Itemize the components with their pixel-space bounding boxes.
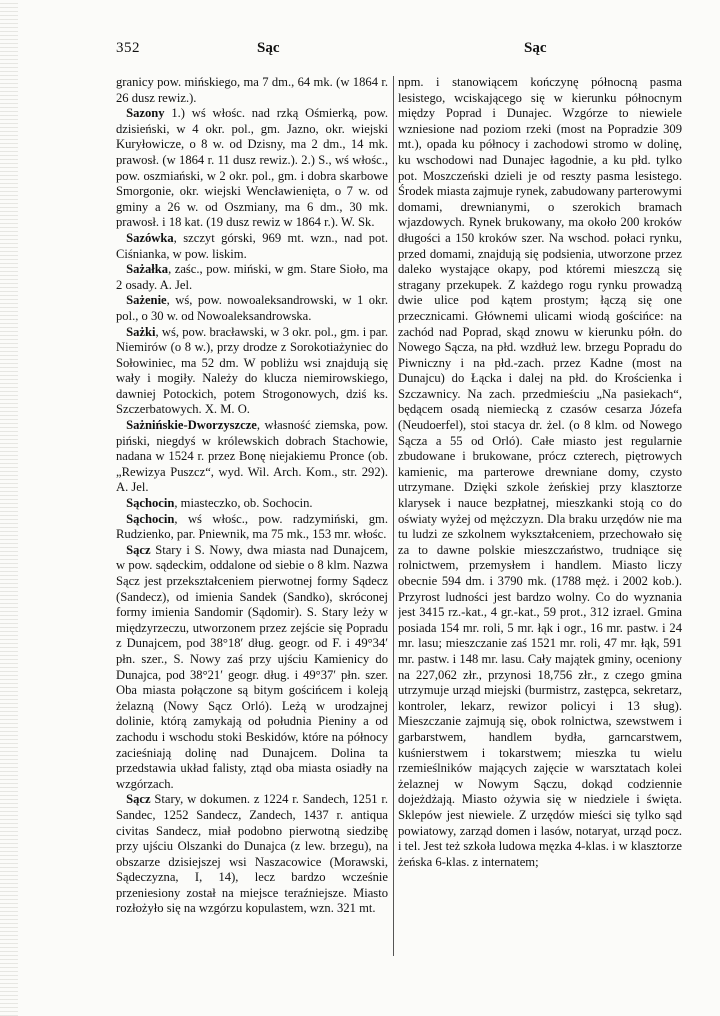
page-number: 352 (116, 40, 140, 56)
running-head-left: Sąc (257, 40, 280, 56)
entry-text: Stary i S. Nowy, dwa miasta nad Dunajcem, w pow. sądeckim, oddalone od siebie o 8 klm. Nazwa Sącz jest przekształceniem pierwotnej formy Sądecz (Sandecz), od imienia Sandek (Sandko), skróconej formy imienia Sandomir (Sądomir). S. Stary leży w międzyrzeczu, utworzonem przez zejście się Popradu z Dunajcem, pod 38°18′ dług. geogr. od F. i 49°34′ płn. szer., S. Nowy zaś przy ujściu Kamienicy do Dunajca, pod 38°21′ geogr. dług. i 49°37′ płn. szer. Oba miasta połączone są bitym gościńcem i koleją żelazną (Nowy Sącz Orló). Leżą w urodzajnej dolinie, którą zamykają od południa Pieniny a od zachodu i wschodu stoki Beskidów, które na północy zacieśniają dolinę nad Dunajcem. Dolina ta przedstawia układ falisty, ztąd oba miasta osiadły na wzgórzach. (116, 542, 388, 791)
entry-headword: Sąchocin (126, 496, 175, 511)
page-header (116, 40, 682, 60)
entry-headword: Sażnińskie-Dworzyszcze (126, 418, 257, 433)
entry-headword: Sazówka (126, 230, 174, 245)
entry (116, 418, 388, 496)
running-head-right: Sąc (524, 40, 547, 56)
entry (116, 496, 388, 512)
entry-text: , wś włośc., pow. radzymiński, gm. Rudzienko, par. Pniewnik, ma 75 mk., 153 mr. włośc. (116, 511, 388, 542)
entry (116, 75, 388, 106)
entry-text: , miasteczko, ob. Sochocin. (174, 496, 313, 511)
entry-text: granicy pow. mińskiego, ma 7 dm., 64 mk. (w 1864 r. 26 dusz rewiz.). (116, 75, 388, 105)
entry-continuation: npm. i stanowiącem kończynę północną pasma lesistego, wciskającego się w kierunku północnym między Poprad i Dunajec. Wzgórze to niewiele wzniesione nad poziom rzeki (most na Popradzie 309 mt.), opada ku północy i zachodowi stromo w dolinę, ku wschodowi nad Dunajec łagodnie, a ku płd. tylko pot. Moszczeński dzieli je od reszty pasma lesistego. Środek miasta zajmuje rynek, zabudowany parterowymi domami, drewnianymi, o szerokich bramach wjazdowych. Rynek brukowany, ma około 200 kroków długości a 150 kroków szer. Na wschod. połaci rynku, przed domami, znajdują się podsienia, utworzone przez daleko wystające okapy, pod któremi mieszczą się stragany przekupek. Z każdego rogu rynku prowadzą dwie ulice pod kątem prostym; łączą się one przecznicami. Głównemi ulicami wiodą gościńce: na zachód nad Poprad, skąd znowu w kierunku półn. do Nowego Sącza, na płd. wzdłuż lew. brzegu Popradu do Piwniczny i na płd.-zach. przez Kadne (most na Dunajcu) do Łącka i dalej na płd. do Krościenka i Szczawnicy. Na zach. przedmieściu „Na pasiekach“, będącem osadą niemiecką z czasów cesarza Józefa (Neudoerfel), stoi stacya dr. żel. (o 8 klm. od Nowego Sącza a 55 od Orló). Całe miasto jest regularnie zbudowane i brukowane, prócz czterech, piętrowych kamienic, ma parterowe drewniane domy, czysto utrzymane. Dzięki szkole żeńskiej przy klasztorze klarysek i nauce bezpłatnej, mieszkanki stoją co do oświaty wyżej od mężczyzn. Dla braku urzędów nie ma tu ludzi ze szkolnem wykształceniem, przechowało się za to dawne polskie mieszczaństwo, trudniące się rolnictwem, przemysłem i handlem. Miasto liczy obecnie 594 dm. i 3790 mk. (1788 męż. i 2002 kob.). Przyrost ludności jest bardzo wolny. Co do wyznania jest 3415 rz.-kat., 4 gr.-kat., 59 prot., 312 izrael. Gmina posiada 154 mr. roli, 5 mr. łąk i ogr., 16 mr. pastw. i 24 mr. lasu; mieszczanie zaś 1521 mr. roli, 47 mr. łąk, 591 mr. pastw. i 148 mr. lasu. Cały majątek gminy, oceniony na 227,062 złr., przynosi 18,756 złr., z czego gmina utrzymuje urząd miejski (burmistrz, zastępca, sekretarz, kontroler, lekarz, rewizor policyi i 13 sług). Mieszczanie zajmują się, obok rolnictwa, szewstwem i garbarstwem, handlem bydła, garncarstwem, kuśnierstwem i tokarstwem; mieszka tu wielu rzemieślników mających zajęcie w warsztatach kolei żelaznej w Nowym Sączu, dokąd codziennie dojeżdżają. Miasto ożywia się w niedziele i święta. Sklepów jest niewiele. Z urzędów mieści się tylko sąd powiatowy, zarząd domen i lasów, notaryat, urząd pocz. i tel. Jest też szkoła ludowa męzka 4-klas. i w klasztorze żeńska 6-klas. z internatem; (398, 75, 682, 869)
entry-text: , wś, pow. bracławski, w 3 okr. pol., gm. i par. Niemirów (o 8 w.), przy drodze z Sorokotiażyniec do Sołowiniec, ma 52 dm. W pobliżu wsi znajdują się wały i mogiły. Należy do klucza niemirowskiego, dawniej Potockich, potem Strogonowych, dziś ks. Szczerbatowych. X. M. O. (116, 324, 388, 417)
entry-headword: Sącz (126, 542, 151, 557)
right-column (398, 75, 682, 975)
column-divider (393, 76, 394, 956)
entry (116, 262, 388, 293)
entry (116, 792, 388, 917)
entry-headword: Sącz (126, 792, 151, 807)
entry (116, 543, 388, 793)
entry (116, 512, 388, 543)
entry-headword: Sażenie (126, 293, 167, 308)
entry-text: , wś, pow. nowoaleksandrowski, w 1 okr. pol., o 30 w. od Nowoaleksandrowska. (116, 293, 388, 323)
scan-edge (0, 0, 18, 1016)
entry-text: , szczyt górski, 969 mt. wzn., nad pot. Ciśnianka, w pow. liskim. (116, 230, 388, 261)
entry-headword: Sazony (126, 106, 165, 121)
entry-headword: Sąchocin (126, 511, 175, 526)
entry-text: , własność ziemska, pow. piński, niegdyś w królewskich dobrach Stachowie, nadana w 1524 r. przez Bonę niejakiemu Pronce (ob. „Rewizya Puszcz“, wyd. Wil. Arch. Kom., str. 292). A. Jel. (116, 418, 388, 495)
entry-headword: Sażki (126, 324, 156, 339)
entry (116, 231, 388, 262)
entry-text: , zaśc., pow. miński, w gm. Stare Sioło, ma 2 osady. A. Jel. (116, 262, 388, 292)
entry-text: 1.) wś włośc. nad rzką Ośmierką, pow. dzisieński, w 4 okr. pol., gm. Jazno, okr. wiejski Kuryłowicze, o 8 w. od Dzisny, ma 2 dm., 14 mk. prawosł. (w 1864 r. 11 dusz rewiz.). 2.) S., wś włośc., pow. oszmiański, w 2 okr. pol., gm. i dobra skarbowe Smorgonie, okr. wiejski Wencławienięta, o 7 w. od gminy a 26 w. od Oszmiany, ma 6 dm., 30 mk. prawosł. i 18 kat. (19 dusz rewiz w 1864 r.). W. Sk. (116, 106, 388, 230)
entry (116, 106, 388, 231)
entry-text: Stary, w dokumen. z 1224 r. Sandech, 1251 r. Sandec, 1252 Sandecz, Zandech, 1437 r. antiqua civitas Sandecz, miał podobno pierwotną siedzibę przy ujściu Olszanki do Dunajca (z lew. brzegu), na obszarze dzisiejszej wsi Naszacowice (Morawski, Sądeczyzna, I, 14), lecz bardzo wcześnie przeniesiony został na miejsce teraźniejsze. Miasto rozłożyło się na wzgórzu kopulastem, wzn. 321 mt. (116, 792, 388, 916)
entry (116, 325, 388, 419)
entry (116, 293, 388, 324)
left-column (116, 75, 388, 975)
entry-headword: Sażałka (126, 262, 169, 277)
